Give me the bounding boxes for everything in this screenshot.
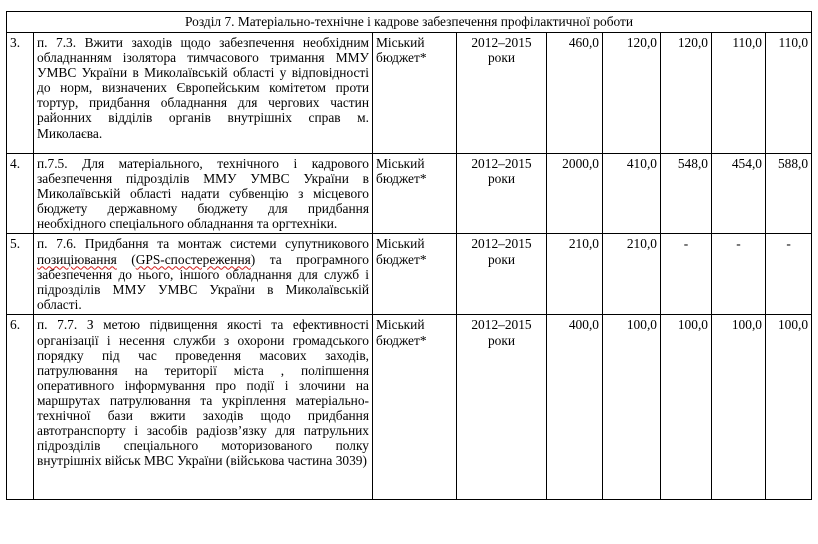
amount-2012: 210,0 <box>603 234 661 315</box>
amount-2015: 100,0 <box>766 315 812 500</box>
spellcheck-flagged-word: GPS-спостереження <box>135 251 251 267</box>
amount-2012: 120,0 <box>603 33 661 154</box>
implementation-period: 2012–2015 роки <box>457 154 547 234</box>
measure-description: п.7.5. Для матеріального, технічного і кадрового забезпечення підрозділів ММУ УМВС України в Миколаївській області надати субвенцію з місцевого бюджету державному бюджету для придбання необхідного спеціального обладнання та оргтехніки. <box>34 154 373 234</box>
table-row <box>7 33 812 154</box>
row-number: 3. <box>7 33 34 154</box>
section-header-row <box>7 12 812 33</box>
amount-2013: 120,0 <box>661 33 712 154</box>
row-number: 5. <box>7 234 34 315</box>
amount-2014: 100,0 <box>712 315 766 500</box>
section-title: Розділ 7. Матеріально-технічне і кадрове забезпечення профілактичної роботи <box>7 12 812 33</box>
amount-2013: 100,0 <box>661 315 712 500</box>
amount-2015: 588,0 <box>766 154 812 234</box>
row-number: 4. <box>7 154 34 234</box>
amount-total: 400,0 <box>547 315 603 500</box>
amount-2013: - <box>661 234 712 315</box>
program-measures-table <box>6 11 812 500</box>
amount-total: 2000,0 <box>547 154 603 234</box>
table-row <box>7 154 812 234</box>
implementation-period: 2012–2015 роки <box>457 234 547 315</box>
spellcheck-flagged-word: позиціювання <box>37 251 117 267</box>
measure-description: п. 7.3. Вжити заходів щодо забезпечення необхідним обладнанням ізолятора тимчасового тримання ММУ УМВС України в Миколаївській області у відповідності до норм, визначених Європейським комітетом проти тортур, придбання обладнання для чергових частин районних відділів органів внутрішніх справ м. Миколаєва. <box>34 33 373 154</box>
amount-2014: - <box>712 234 766 315</box>
amount-2012: 100,0 <box>603 315 661 500</box>
measure-description <box>34 234 373 315</box>
implementation-period: 2012–2015 роки <box>457 33 547 154</box>
amount-total: 210,0 <box>547 234 603 315</box>
amount-2014: 110,0 <box>712 33 766 154</box>
amount-2015: - <box>766 234 812 315</box>
description-text: п. 7.6. Придбання та монтаж системи супутникового <box>37 236 369 252</box>
funding-source: Міський бюджет* <box>373 154 457 234</box>
row-number: 6. <box>7 315 34 500</box>
funding-source: Міський бюджет* <box>373 234 457 315</box>
description-text: ( <box>116 251 136 267</box>
funding-source: Міський бюджет* <box>373 315 457 500</box>
amount-2014: 454,0 <box>712 154 766 234</box>
amount-2013: 548,0 <box>661 154 712 234</box>
implementation-period: 2012–2015 роки <box>457 315 547 500</box>
amount-2012: 410,0 <box>603 154 661 234</box>
measure-description: п. 7.7. З метою підвищення якості та ефективності організації і несення служби з охорони громадського порядку під час проведення масових заходів, патрулювання на території міста , поліпшення оперативного інформування про події і злочини на маршрутах патрулювання та укріплення матеріально-технічної бази вжити заходів щодо придбання автотранспорту і засобів радіозв’язку для патрульних підрозділів спеціального моторизованого полку внутрішніх військ МВС України (військова частина 3039) <box>34 315 373 500</box>
amount-2015: 110,0 <box>766 33 812 154</box>
funding-source: Міський бюджет* <box>373 33 457 154</box>
amount-total: 460,0 <box>547 33 603 154</box>
description-text: ) та програмного забезпечення до нього, іншого обладнання для служб і підрозділів ММУ УМВС України в Миколаївській області. <box>37 251 369 312</box>
table-row <box>7 315 812 500</box>
table-row <box>7 234 812 315</box>
